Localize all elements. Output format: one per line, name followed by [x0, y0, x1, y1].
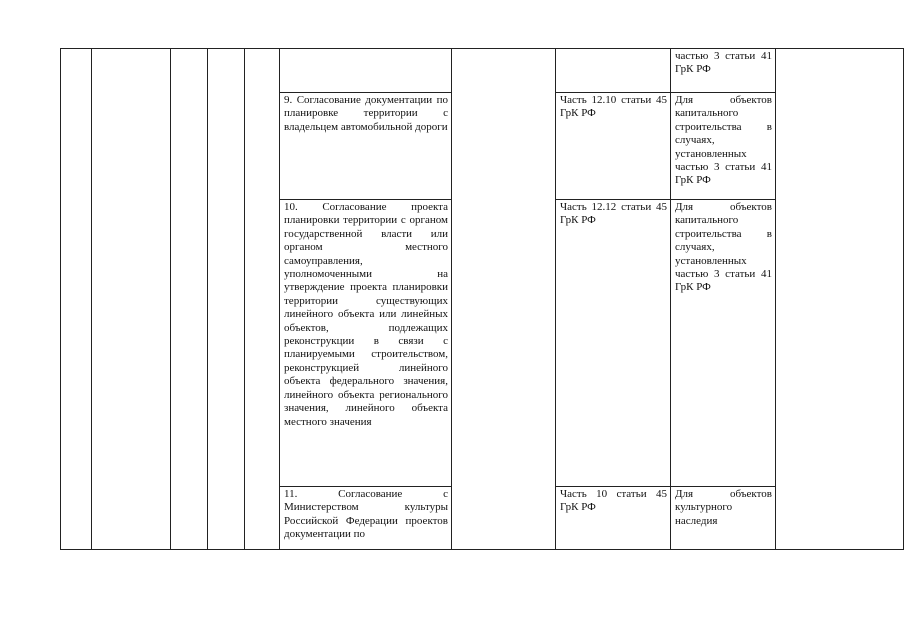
cell-col2 [92, 49, 171, 550]
step-cell: 10. Согласование проекта планировки территории с органом государственной власти или органом местного самоуправления, уполномоченными на утверждение проекта планировки территории существующих линейного объекта или линейных объектов, подлежащих реконструкции в связи с планируемыми строительством, реконструкцией линейного объекта федерального значения, линейного объекта регионального значения, линейного объекта местного значения [280, 200, 452, 487]
condition-cell: Для объектов капитального строительства в случаях, установленных частью 3 статьи 41 ГрК РФ [671, 93, 776, 200]
condition-cell: Для объектов капитального строительства в случаях, установленных частью 3 статьи 41 ГрК РФ [671, 200, 776, 487]
cell-col5 [245, 49, 280, 550]
step-cell: 11. Согласование с Министерством культуры Российской Федерации проектов документации по [280, 487, 452, 550]
basis-cell: Часть 12.10 статьи 45 ГрК РФ [556, 93, 671, 200]
cell-col1 [61, 49, 92, 550]
step-cell [280, 49, 452, 93]
cell-col7 [452, 49, 556, 550]
basis-cell: Часть 12.12 статьи 45 ГрК РФ [556, 200, 671, 487]
basis-cell: Часть 10 статьи 45 ГрК РФ [556, 487, 671, 550]
cell-col4 [208, 49, 245, 550]
step-cell: 9. Согласование документации по планировке территории с владельцем автомобильной дороги [280, 93, 452, 200]
cell-col3 [171, 49, 208, 550]
cell-col10 [776, 49, 904, 550]
table-row [61, 49, 904, 93]
condition-cell: Для объектов культурного наследия [671, 487, 776, 550]
basis-cell [556, 49, 671, 93]
condition-cell: частью 3 статьи 41 ГрК РФ [671, 49, 776, 93]
procedures-table [60, 48, 904, 550]
